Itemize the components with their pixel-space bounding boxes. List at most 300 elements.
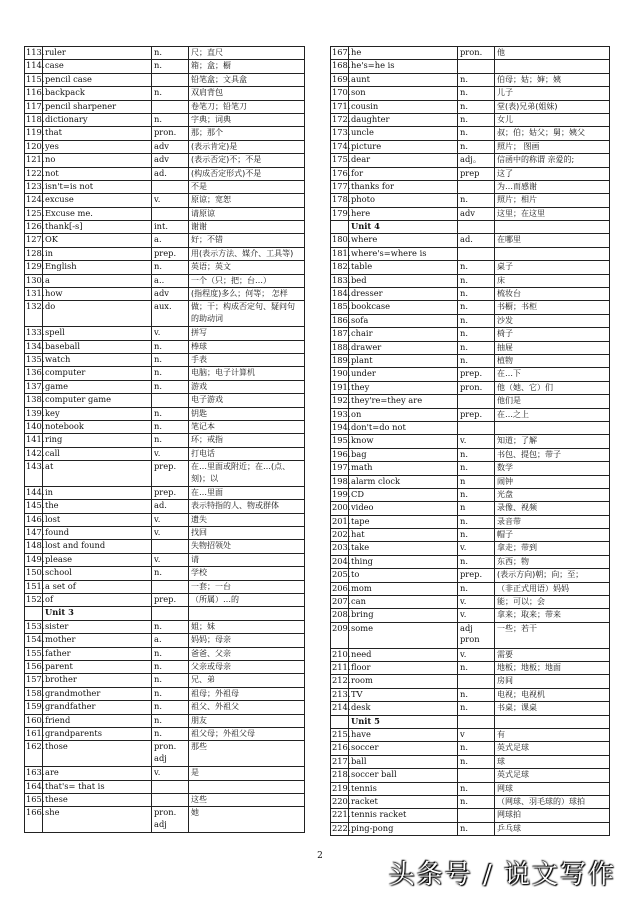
entry-word: ping-pong [349, 822, 458, 835]
page-number: 2 [317, 851, 323, 861]
entry-part-of-speech: adv [458, 207, 495, 220]
vocab-table-left [24, 46, 305, 833]
entry-part-of-speech: n. [152, 367, 189, 380]
entry-number: 205. [331, 569, 349, 582]
table-row [331, 408, 610, 421]
entry-number: 184. [331, 288, 349, 301]
entry-number: 133. [25, 327, 43, 340]
entry-number: 144. [25, 486, 43, 499]
entry-number: 200. [331, 502, 349, 515]
entry-number: 166. [25, 807, 43, 833]
entry-word: desk [349, 702, 458, 715]
table-row [25, 194, 305, 207]
entry-number: 121. [25, 154, 43, 167]
entry-word: that's= that is [43, 780, 152, 793]
entry-part-of-speech: n. [458, 782, 495, 795]
entry-part-of-speech: v. [152, 513, 189, 526]
entry-word: spell [43, 327, 152, 340]
table-row [25, 567, 305, 580]
entry-part-of-speech: prep. [458, 569, 495, 582]
table-row [25, 594, 305, 607]
entry-word: plant [349, 354, 458, 367]
table-row [25, 540, 305, 553]
entry-meaning: 乒乓球 [495, 822, 610, 835]
entry-word: grandparents [43, 727, 152, 740]
entry-meaning: 能；可以；会 [495, 596, 610, 609]
entry-word: no [43, 154, 152, 167]
entry-meaning: 她 [189, 807, 305, 833]
entry-number: 156. [25, 661, 43, 674]
entry-word: pencil case [43, 73, 152, 86]
entry-number: 141. [25, 434, 43, 447]
entry-number: 134. [25, 340, 43, 353]
table-row [331, 87, 610, 100]
entry-meaning: 在…里面 [189, 486, 305, 499]
table-row [331, 314, 610, 327]
table-row [331, 755, 610, 768]
table-row [25, 807, 305, 833]
entry-number: 155. [25, 647, 43, 660]
entry-part-of-speech: n. [152, 47, 189, 60]
entry-part-of-speech: n. [152, 261, 189, 274]
entry-number: 143. [25, 461, 43, 487]
entry-word: uncle [349, 127, 458, 140]
entry-meaning: 东西；物 [495, 555, 610, 568]
table-row [25, 580, 305, 593]
entry-number: 124. [25, 194, 43, 207]
entry-meaning: 照片； 图画 [495, 140, 610, 153]
table-row [331, 47, 610, 60]
table-row [25, 394, 305, 407]
entry-meaning: 伯母；姑；婶；姨 [495, 73, 610, 86]
table-row [25, 486, 305, 499]
entry-meaning: 妈妈；母亲 [189, 634, 305, 647]
entry-part-of-speech [152, 394, 189, 407]
entry-word: daughter [349, 113, 458, 126]
entry-part-of-speech [152, 793, 189, 806]
vocab-table-right [330, 46, 610, 836]
entry-word: they [349, 381, 458, 394]
entry-part-of-speech: a.. [152, 274, 189, 287]
entry-part-of-speech: n. [458, 515, 495, 528]
entry-part-of-speech: n. [458, 702, 495, 715]
entry-part-of-speech: n. [458, 755, 495, 768]
table-row [25, 207, 305, 220]
entry-word: bookcase [349, 301, 458, 314]
entry-meaning: 英式足球 [495, 769, 610, 782]
table-row [331, 154, 610, 167]
entry-word: dictionary [43, 113, 152, 126]
entry-word: grandfather [43, 701, 152, 714]
entry-number: 162. [25, 741, 43, 767]
entry-meaning: 箱；盒；橱 [189, 60, 305, 73]
entry-part-of-speech: n. [458, 140, 495, 153]
entry-part-of-speech: ad. [152, 500, 189, 513]
entry-word: a [43, 274, 152, 287]
entry-number: 150. [25, 567, 43, 580]
table-row [25, 288, 305, 301]
entry-meaning: 爸爸、父亲 [189, 647, 305, 660]
entry-word: case [43, 60, 152, 73]
entry-part-of-speech: n. [458, 341, 495, 354]
entry-part-of-speech: n. [458, 73, 495, 86]
table-row [25, 434, 305, 447]
entry-number: 115. [25, 73, 43, 86]
entry-meaning: 姐；妹 [189, 620, 305, 633]
entry-meaning: 植物 [495, 354, 610, 367]
table-row [25, 354, 305, 367]
entry-word: excuse [43, 194, 152, 207]
entry-meaning: 祖母；外祖母 [189, 687, 305, 700]
table-row [331, 822, 610, 835]
entry-word: need [349, 648, 458, 661]
entry-part-of-speech: pron. [458, 47, 495, 60]
entry-number: 168. [331, 60, 349, 73]
entry-meaning: 梳妆台 [495, 288, 610, 301]
entry-word: for [349, 167, 458, 180]
entry-word: ruler [43, 47, 152, 60]
entry-meaning: 在…下 [495, 368, 610, 381]
entry-word: take [349, 542, 458, 555]
entry-word: of [43, 594, 152, 607]
entry-meaning: 光盘 [495, 488, 610, 501]
table-row [25, 513, 305, 526]
entry-part-of-speech: n [458, 475, 495, 488]
entry-part-of-speech: prep. [152, 594, 189, 607]
entry-word: computer game [43, 394, 152, 407]
entry-word: not [43, 167, 152, 180]
table-row [331, 529, 610, 542]
entry-part-of-speech: n. [458, 688, 495, 701]
table-row [331, 462, 610, 475]
table-row [331, 515, 610, 528]
entry-number: 165. [25, 793, 43, 806]
entry-word: these [43, 793, 152, 806]
table-row [331, 502, 610, 515]
entry-word: baseball [43, 340, 152, 353]
entry-part-of-speech: v. [458, 648, 495, 661]
entry-number: 118. [25, 113, 43, 126]
entry-word: don't=do not [349, 421, 458, 434]
entry-word: some [349, 622, 458, 648]
entry-word: father [43, 647, 152, 660]
table-row [25, 274, 305, 287]
entry-meaning: 录像、视频 [495, 502, 610, 515]
entry-part-of-speech [458, 60, 495, 73]
entry-number: 173. [331, 127, 349, 140]
entry-part-of-speech: n. [458, 301, 495, 314]
entry-part-of-speech [458, 675, 495, 688]
table-row [331, 113, 610, 126]
entry-word: where [349, 234, 458, 247]
entry-part-of-speech: n. [458, 127, 495, 140]
table-row [25, 60, 305, 73]
entry-meaning: 谢谢 [189, 221, 305, 234]
table-row [331, 247, 610, 260]
entry-meaning: 祖父、外祖父 [189, 701, 305, 714]
entry-meaning: 网球拍 [495, 809, 610, 822]
entry-number: 146. [25, 513, 43, 526]
entry-part-of-speech [152, 180, 189, 193]
entry-part-of-speech: n. [458, 261, 495, 274]
entry-word: please [43, 553, 152, 566]
entry-word: math [349, 462, 458, 475]
entry-meaning: 铅笔盒；文具盒 [189, 73, 305, 86]
entry-meaning: 电脑；电子计算机 [189, 367, 305, 380]
entry-number: 142. [25, 447, 43, 460]
entry-word: he's=he is [349, 60, 458, 73]
entry-part-of-speech: prep. [152, 486, 189, 499]
entry-word: sofa [349, 314, 458, 327]
entry-part-of-speech: n. [152, 434, 189, 447]
entry-number: 191. [331, 381, 349, 394]
table-row [331, 742, 610, 755]
table-row [25, 87, 305, 100]
entry-word: aunt [349, 73, 458, 86]
entry-part-of-speech [458, 421, 495, 434]
entry-word: can [349, 596, 458, 609]
entry-meaning: 在哪里 [495, 234, 610, 247]
entry-part-of-speech: n. [152, 567, 189, 580]
entry-word: soccer [349, 742, 458, 755]
entry-meaning: 这了 [495, 167, 610, 180]
entry-word: drawer [349, 341, 458, 354]
table-row [331, 702, 610, 715]
entry-part-of-speech: prep [458, 167, 495, 180]
entry-word: found [43, 527, 152, 540]
entry-number: 139. [25, 407, 43, 420]
entry-meaning: 英语；英文 [189, 261, 305, 274]
table-row [25, 661, 305, 674]
entry-meaning: 朋友 [189, 714, 305, 727]
entry-number: 114. [25, 60, 43, 73]
entry-meaning: 拿走；带到 [495, 542, 610, 555]
table-row [331, 795, 610, 808]
entry-meaning: 卷笔刀；铅笔刀 [189, 100, 305, 113]
entry-number: 208. [331, 609, 349, 622]
entry-number: 194. [331, 421, 349, 434]
entry-part-of-speech: v. [152, 447, 189, 460]
entry-number: 178. [331, 194, 349, 207]
entry-number: 160. [25, 714, 43, 727]
entry-meaning: 房间 [495, 675, 610, 688]
entry-number: 204. [331, 555, 349, 568]
entry-word: OK [43, 234, 152, 247]
entry-number: 126. [25, 221, 43, 234]
entry-number: 211. [331, 661, 349, 674]
table-row [25, 247, 305, 260]
entry-part-of-speech: n [458, 502, 495, 515]
entry-word: TV [349, 688, 458, 701]
table-row [331, 448, 610, 461]
entry-word: key [43, 407, 152, 420]
entry-meaning: 做；干；构成否定句、疑问句的助动词 [189, 301, 305, 327]
entry-part-of-speech [152, 100, 189, 113]
table-row [331, 60, 610, 73]
table-row [25, 727, 305, 740]
entry-meaning: 找回 [189, 527, 305, 540]
entry-word: mom [349, 582, 458, 595]
entry-meaning: 表示特指的人、物或群体 [189, 500, 305, 513]
entry-number: 163. [25, 767, 43, 780]
entry-part-of-speech: n. [458, 742, 495, 755]
entry-meaning: 失物招领处 [189, 540, 305, 553]
entry-meaning: 录音带 [495, 515, 610, 528]
entry-part-of-speech: n. [152, 354, 189, 367]
entry-meaning: （非正式用语）妈妈 [495, 582, 610, 595]
entry-number: 185. [331, 301, 349, 314]
entry-word: ball [349, 755, 458, 768]
entry-word: computer [43, 367, 152, 380]
entry-meaning: 堂(表)兄弟(姐妹) [495, 100, 610, 113]
entry-number [331, 221, 349, 234]
entry-meaning: (构成否定形式)不是 [189, 167, 305, 180]
entry-number: 138. [25, 394, 43, 407]
entry-part-of-speech: n. [458, 529, 495, 542]
entry-word: table [349, 261, 458, 274]
entry-number: 131. [25, 288, 43, 301]
entry-number: 157. [25, 674, 43, 687]
entry-number: 210. [331, 648, 349, 661]
table-row [331, 488, 610, 501]
entry-number: 219. [331, 782, 349, 795]
entry-number: 220. [331, 795, 349, 808]
entry-number: 153. [25, 620, 43, 633]
entry-meaning: 桌子 [495, 261, 610, 274]
entry-part-of-speech: n. [152, 87, 189, 100]
entry-number: 183. [331, 274, 349, 287]
entry-number: 216. [331, 742, 349, 755]
entry-word: room [349, 675, 458, 688]
entry-meaning: 书包、提包；带子 [495, 448, 610, 461]
entry-word: tennis racket [349, 809, 458, 822]
entry-word: thanks for [349, 180, 458, 193]
entry-number: 182. [331, 261, 349, 274]
entry-number: 158. [25, 687, 43, 700]
entry-meaning: 帽子 [495, 529, 610, 542]
entry-number: 213. [331, 688, 349, 701]
entry-word: lost [43, 513, 152, 526]
entry-word: lost and found [43, 540, 152, 553]
entry-meaning: 书橱；书柜 [495, 301, 610, 314]
table-row [25, 340, 305, 353]
entry-word: hat [349, 529, 458, 542]
entry-number: 196. [331, 448, 349, 461]
entry-word: English [43, 261, 152, 274]
entry-word: she [43, 807, 152, 833]
entry-number: 188. [331, 341, 349, 354]
entry-number: 137. [25, 380, 43, 393]
entry-number [331, 715, 349, 728]
entry-word: floor [349, 661, 458, 674]
entry-number: 192. [331, 395, 349, 408]
entry-meaning: （网球、羽毛球的）球拍 [495, 795, 610, 808]
entry-number: 212. [331, 675, 349, 688]
entry-word: sister [43, 620, 152, 633]
entry-meaning: 双肩背包 [189, 87, 305, 100]
entry-part-of-speech [152, 607, 189, 620]
table-row [331, 167, 610, 180]
entry-part-of-speech: n. [152, 620, 189, 633]
entry-part-of-speech [458, 809, 495, 822]
entry-meaning: 字典；词典 [189, 113, 305, 126]
entry-word: thank[-s] [43, 221, 152, 234]
table-row [331, 381, 610, 394]
table-row [25, 73, 305, 86]
entry-part-of-speech: v [458, 728, 495, 741]
entry-part-of-speech: v. [458, 609, 495, 622]
entry-number: 145. [25, 500, 43, 513]
entry-part-of-speech: pron. [458, 381, 495, 394]
entry-number: 186. [331, 314, 349, 327]
entry-number: 113. [25, 47, 43, 60]
entry-meaning [495, 221, 610, 234]
entry-meaning: 拼写 [189, 327, 305, 340]
entry-number: 179. [331, 207, 349, 220]
unit-heading-row [331, 715, 610, 728]
entry-number: 164. [25, 780, 43, 793]
entry-word: alarm clock [349, 475, 458, 488]
entry-word: cousin [349, 100, 458, 113]
entry-meaning: 儿子 [495, 87, 610, 100]
entry-number: 117. [25, 100, 43, 113]
entry-meaning: 有 [495, 728, 610, 741]
entry-word: know [349, 435, 458, 448]
entry-number: 119. [25, 127, 43, 140]
entry-part-of-speech: n. [458, 555, 495, 568]
entry-number: 197. [331, 462, 349, 475]
entry-number: 203. [331, 542, 349, 555]
entry-number: 169. [331, 73, 349, 86]
entry-meaning: 照片；相片 [495, 194, 610, 207]
table-row [331, 127, 610, 140]
entry-part-of-speech [458, 247, 495, 260]
entry-number: 149. [25, 553, 43, 566]
entry-word: soccer ball [349, 769, 458, 782]
table-row [331, 73, 610, 86]
entry-part-of-speech: n. [152, 113, 189, 126]
entry-word: where's=where is [349, 247, 458, 260]
table-row [331, 234, 610, 247]
entry-meaning [495, 421, 610, 434]
entry-number: 154. [25, 634, 43, 647]
entry-part-of-speech: prep. [458, 368, 495, 381]
entry-word: on [349, 408, 458, 421]
entry-word: are [43, 767, 152, 780]
entry-part-of-speech: aux. [152, 301, 189, 327]
entry-part-of-speech: v. [458, 596, 495, 609]
entry-part-of-speech: v. [152, 527, 189, 540]
table-row [331, 354, 610, 367]
entry-number: 218. [331, 769, 349, 782]
entry-number: 132. [25, 301, 43, 327]
entry-number: 209. [331, 622, 349, 648]
entry-meaning: 原谅；宽恕 [189, 194, 305, 207]
entry-word: the [43, 500, 152, 513]
entry-number: 193. [331, 408, 349, 421]
entry-meaning [189, 780, 305, 793]
entry-word: CD [349, 488, 458, 501]
table-row [331, 328, 610, 341]
table-row [25, 527, 305, 540]
entry-number: 147. [25, 527, 43, 540]
entry-number: 152. [25, 594, 43, 607]
table-row [331, 609, 610, 622]
entry-number: 214. [331, 702, 349, 715]
entry-word: how [43, 288, 152, 301]
entry-word: in [43, 486, 152, 499]
entry-meaning: 信函中的称谓 亲爱的; [495, 154, 610, 167]
